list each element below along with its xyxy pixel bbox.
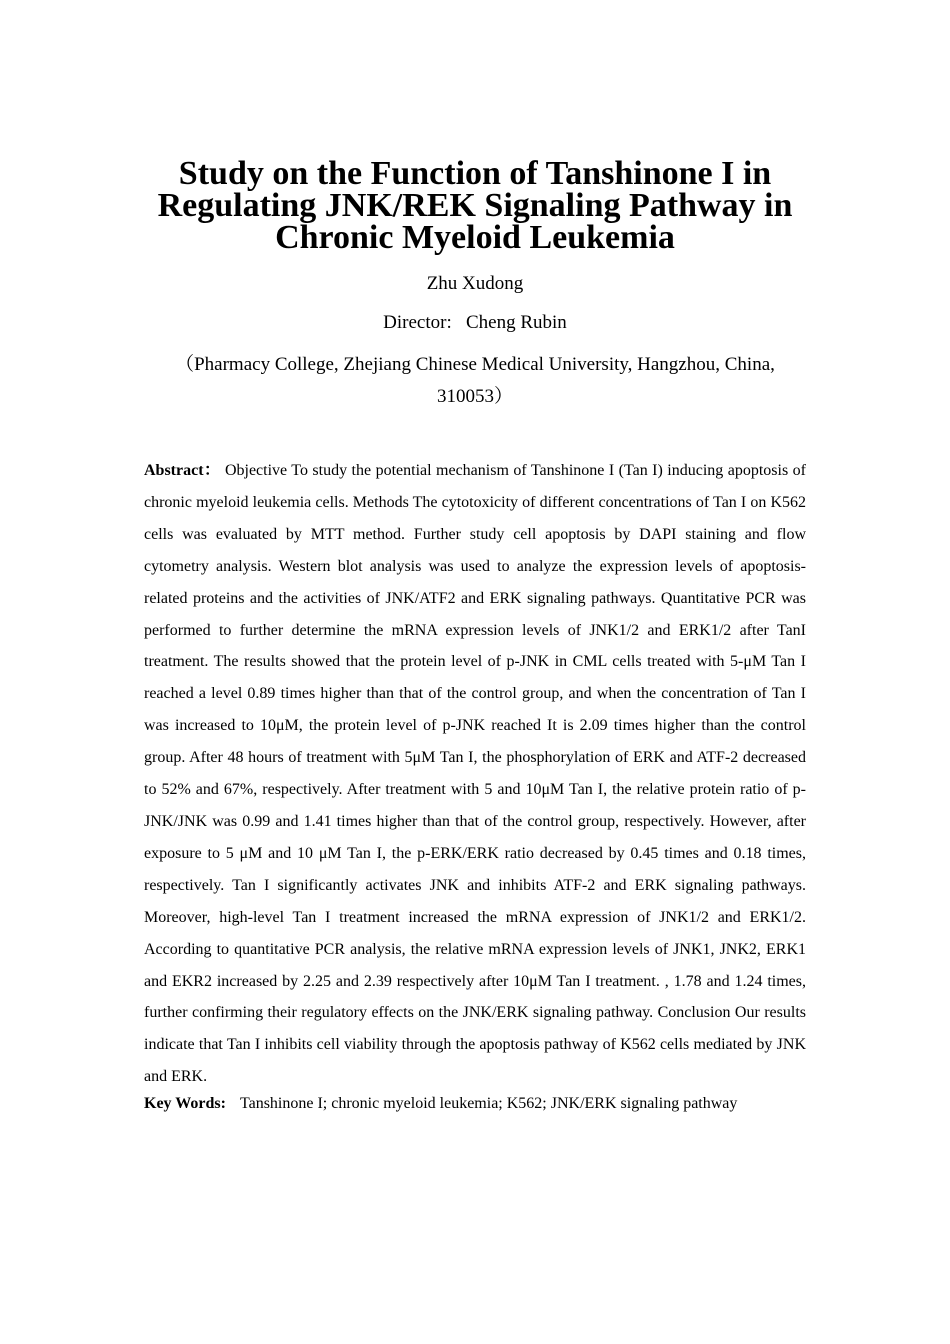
- paper-title: Study on the Function of Tanshinone I in Regulating JNK/REK Signaling Pathway in Chronic Myeloid Leukemia: [157, 155, 793, 256]
- abstract-text: Objective To study the potential mechanism of Tanshinone I (Tan I) inducing apoptosis of chronic myeloid leukemia cells. Methods The cytotoxicity of different concentrations of Tan I on K562 cells was evaluated by MTT method. Further study cell apoptosis by DAPI staining and flow cytometry analysis. Western blot analysis was used to analyze the expression levels of apoptosis-related proteins and the activities of JNK/ATF2 and ERK signaling pathways. Quantitative PCR was performed to further determine the mRNA expression levels of JNK1/2 and ERK1/2 after TanI treatment. The results showed that the protein level of p-JNK in CML cells treated with 5-μM Tan I reached a level 0.89 times higher than that of the control group, and when the concentration of Tan I was increased to 10μM, the protein level of p-JNK reached It is 2.09 times higher than the control group. After 48 hours of treatment with 5μM Tan I, the phosphorylation of ERK and ATF-2 decreased to 52% and 67%, respectively. After treatment with 5 and 10μM Tan I, the relative protein ratio of p-JNK/JNK was 0.99 and 1.41 times higher than that of the control group, respectively. However, after exposure to 5 μM and 10 μM Tan I, the p-ERK/ERK ratio decreased by 0.45 times and 0.18 times, respectively. Tan I significantly activates JNK and inhibits ATF-2 and ERK signaling pathways. Moreover, high-level Tan I treatment increased the mRNA expression of JNK1/2 and ERK1/2. According to quantitative PCR analysis, the relative mRNA expression levels of JNK1, JNK2, ERK1 and EKR2 increased by 2.25 and 2.39 respectively after 10μM Tan I treatment. , 1.78 and 1.24 times, further confirming their regulatory effects on the JNK/ERK signaling pathway. Conclusion Our results indicate that Tan I inhibits cell viability through the apoptosis pathway of K562 cells mediated by JNK and ERK.: [144, 462, 806, 1086]
- keywords-text: Tanshinone I; chronic myeloid leukemia; K562; JNK/ERK signaling pathway: [239, 1095, 738, 1112]
- author-name: Zhu Xudong: [426, 273, 524, 294]
- abstract-label: Abstract：: [144, 462, 221, 479]
- keywords-line: [144, 1092, 806, 1116]
- director-line: Director: Cheng Rubin: [383, 312, 567, 333]
- keywords-label: Key Words:: [144, 1095, 226, 1112]
- affiliation: （Pharmacy College, Zhejiang Chinese Medical University, Hangzhou, China, 310053）: [175, 354, 775, 407]
- abstract-paragraph: [144, 455, 806, 1093]
